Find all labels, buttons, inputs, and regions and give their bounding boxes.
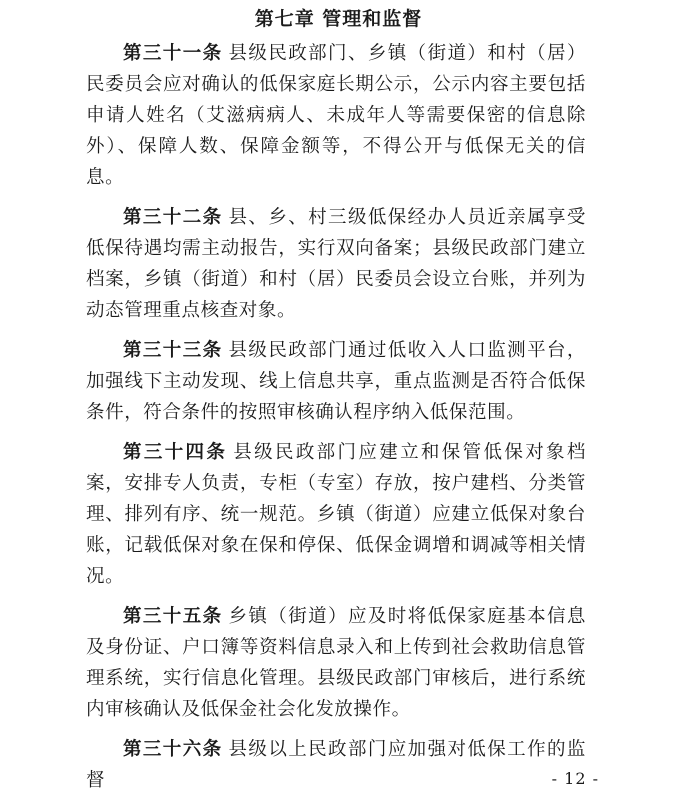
article-31 xyxy=(86,38,586,193)
article-text: 县级以上民政部门应加强对低保工作的监督 xyxy=(86,739,586,791)
article-number: 第三十六条 xyxy=(123,739,223,760)
article-36 xyxy=(86,734,586,796)
article-number: 第三十四条 xyxy=(123,442,228,463)
article-number: 第三十三条 xyxy=(123,340,223,361)
article-34 xyxy=(86,437,586,592)
article-32 xyxy=(86,202,586,326)
article-text: 县、乡、村三级低保经办人员近亲属享受低保待遇均需主动报告，实行双向备案；县级民政部门建立档案，乡镇（街道）和村（居）民委员会设立台账，并列为动态管理重点核查对象。 xyxy=(86,207,586,321)
article-text: 县级民政部门应建立和保管低保对象档案，安排专人负责，专柜（专室）存放，按户建档、分类管理、排列有序、统一规范。乡镇（街道）应建立低保对象台账，记载低保对象在保和停保、低保金调增和调减等相关情况。 xyxy=(86,442,586,587)
article-text: 县级民政部门通过低收入人口监测平台，加强线下主动发现、线上信息共享，重点监测是否符合低保条件，符合条件的按照审核确认程序纳入低保范围。 xyxy=(86,340,586,423)
page-number: - 12 - xyxy=(551,769,599,788)
article-text: 乡镇（街道）应及时将低保家庭基本信息及身份证、户口簿等资料信息录入和上传到社会救助信息管理系统，实行信息化管理。县级民政部门审核后，进行系统内审核确认及低保金社会化发放操作。 xyxy=(86,606,586,720)
article-text: 县级民政部门、乡镇（街道）和村（居）民委员会应对确认的低保家庭长期公示，公示内容主要包括申请人姓名（艾滋病病人、未成年人等需要保密的信息除外）、保障人数、保障金额等，不得公开与低保无关的信息。 xyxy=(86,43,586,188)
article-number: 第三十一条 xyxy=(123,43,223,64)
articles-body xyxy=(86,38,586,805)
article-35 xyxy=(86,601,586,725)
article-number: 第三十五条 xyxy=(123,606,223,627)
article-33 xyxy=(86,335,586,428)
article-number: 第三十二条 xyxy=(123,207,223,228)
chapter-title: 第七章 管理和监督 xyxy=(254,8,423,30)
